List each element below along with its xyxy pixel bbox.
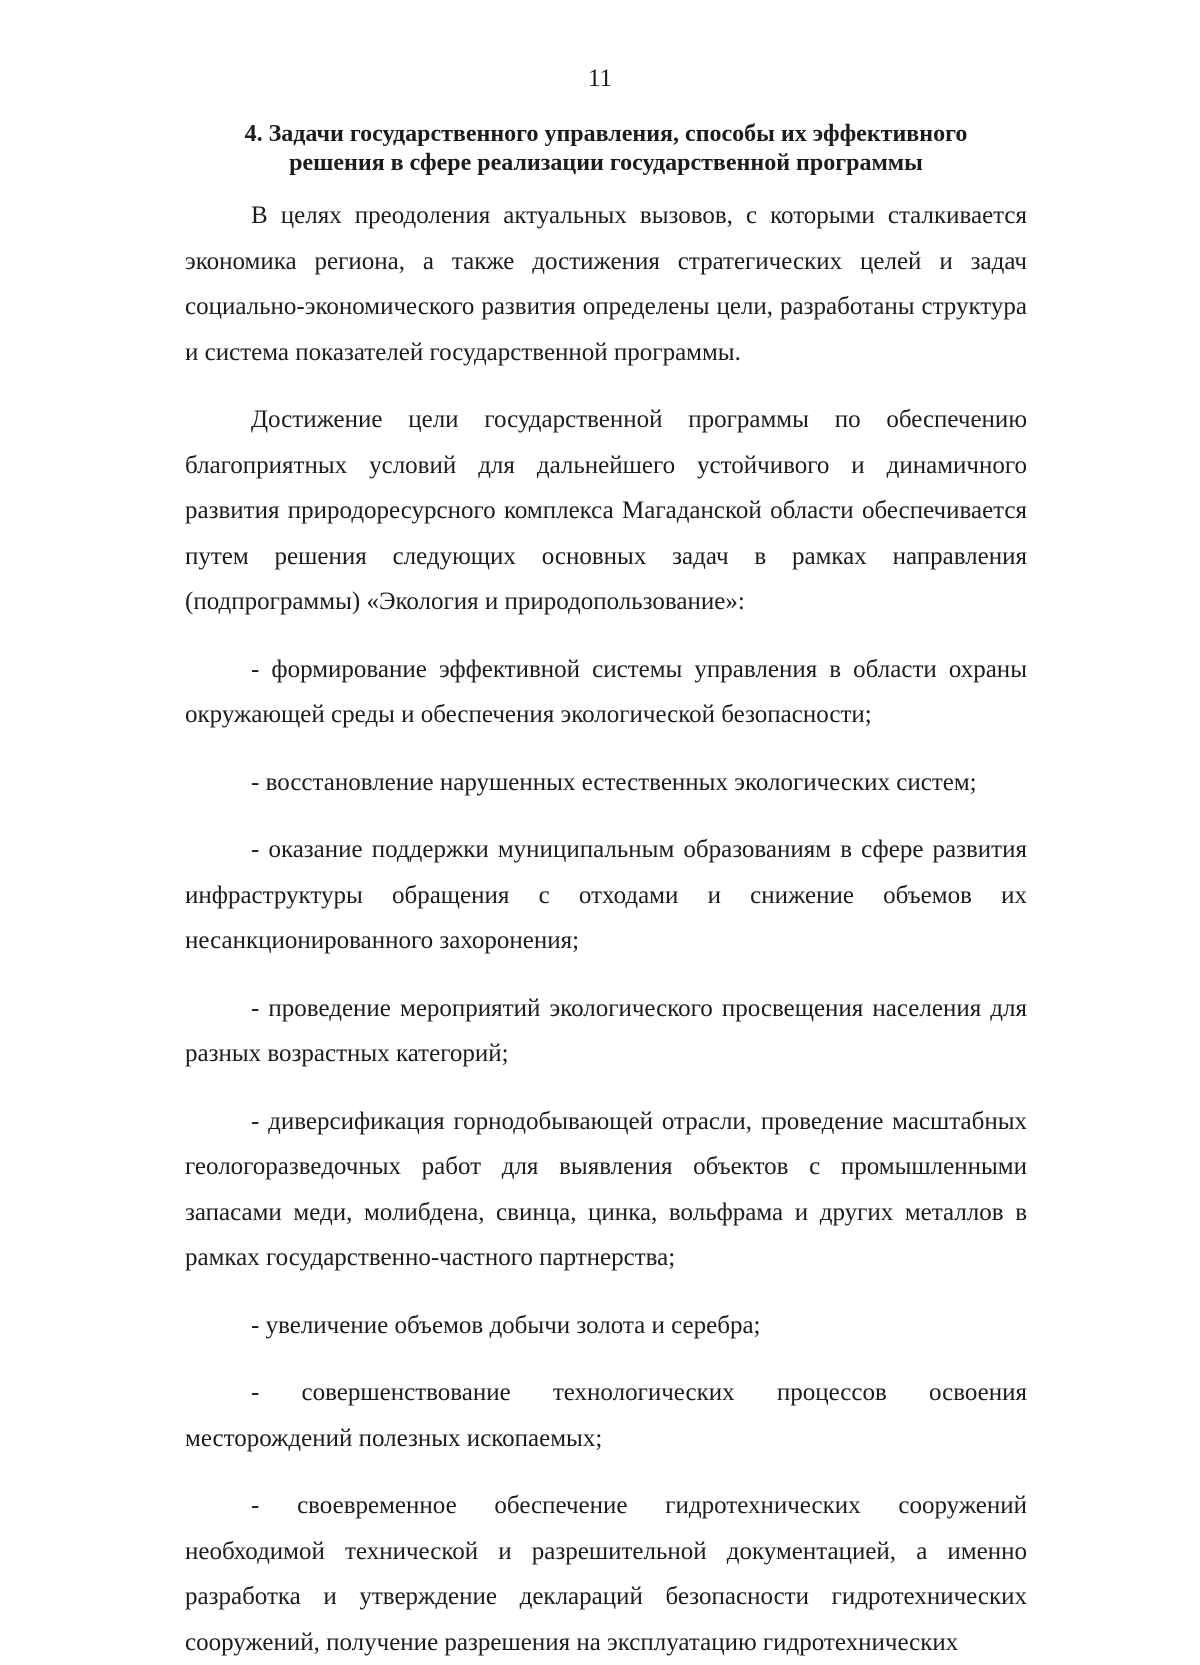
paragraph-goal: Достижение цели государственной программы по обеспечению благоприятных условий для дальнейшего устойчивого и динамичного развития природоресурсного комплекса Магаданской области обеспечивается путем решения следующих основных задач в рамках направления (подпрограммы) «Экология и природопользование»: xyxy=(185,406,1027,615)
task-item: - формирование эффективной системы управления в области охраны окружающей среды и обеспечения экологической безопасности; xyxy=(185,655,1027,728)
task-item: - восстановление нарушенных естественных экологических систем; xyxy=(251,768,977,796)
paragraph-intro: В целях преодоления актуальных вызовов, с которыми сталкивается экономика региона, а также достижения стратегических целей и задач социально-экономического развития определены цели, разработаны структура и система показателей государственной программы. xyxy=(185,202,1027,366)
task-item: - проведение мероприятий экологического просвещения населения для разных возрастных категорий; xyxy=(185,994,1027,1067)
section-heading-line-2: решения в сфере реализации государственной программы xyxy=(289,150,923,176)
task-item: - оказание поддержки муниципальным образованиям в сфере развития инфраструктуры обращения с отходами и снижение объемов их несанкционированного захоронения; xyxy=(185,836,1027,954)
section-heading xyxy=(185,120,1027,178)
section-heading-line-1: 4. Задачи государственного управления, способы их эффективного xyxy=(244,121,968,147)
task-item: - совершенствование технологических процессов освоения месторождений полезных ископаемых; xyxy=(185,1379,1027,1452)
page-number: 11 xyxy=(587,65,613,92)
task-item: - своевременное обеспечение гидротехнических сооружений необходимой технической и разрешительной документацией, а именно разработка и утверждение деклараций безопасности гидротехнических сооружений, получение разрешения на эксплуатацию гидротехнических xyxy=(185,1492,1027,1656)
task-item: - диверсификация горнодобывающей отрасли, проведение масштабных геологоразведочных работ для выявления объектов с промышленными запасами меди, молибдена, свинца, цинка, вольфрама и других металлов в рамках государственно-частного партнерства; xyxy=(185,1107,1027,1271)
task-item: - увеличение объемов добычи золота и серебра; xyxy=(251,1311,761,1339)
document-body xyxy=(185,193,1027,1665)
